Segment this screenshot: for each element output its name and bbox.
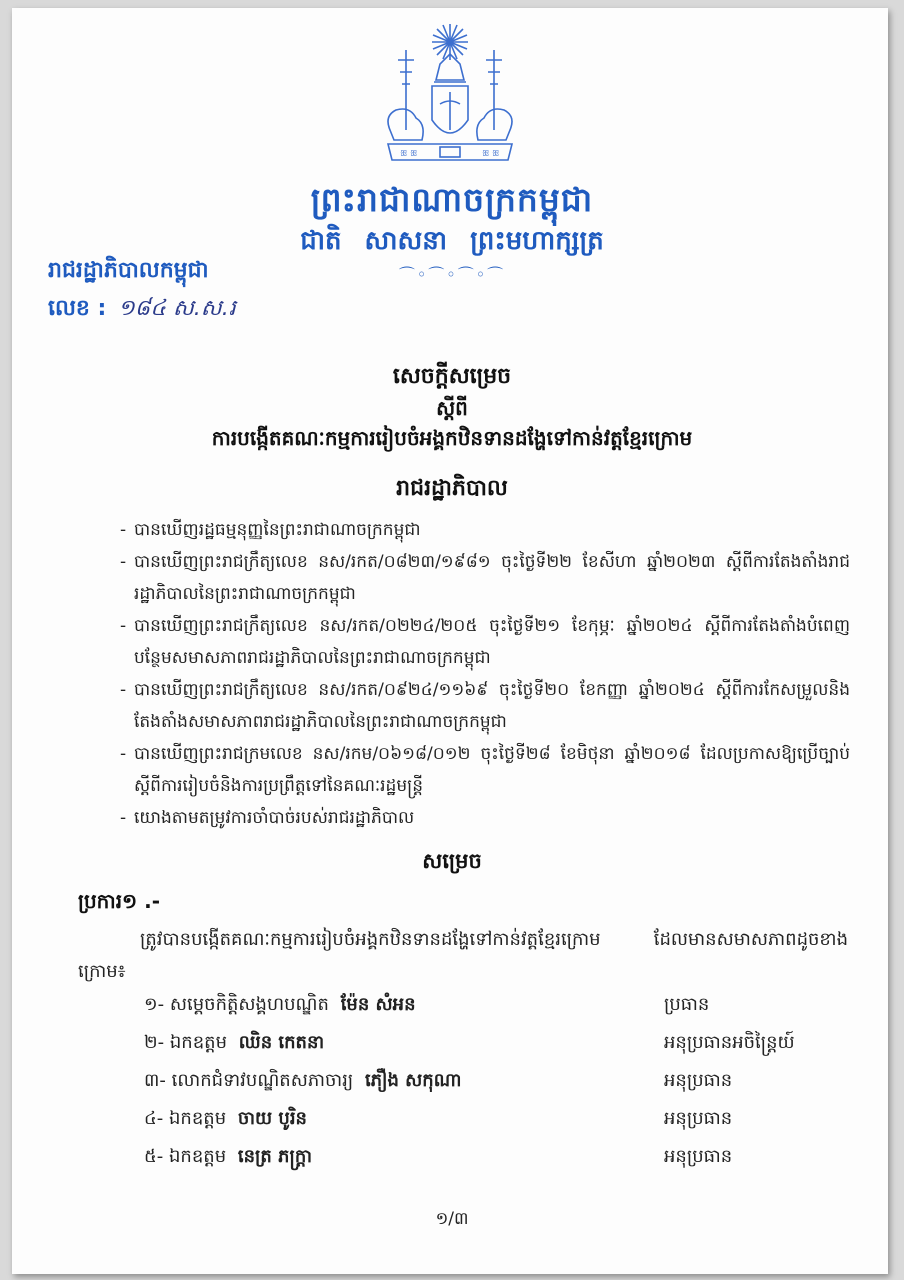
- members-list: [144, 988, 824, 1178]
- reference-item: - បានឃើញព្រះរាជក្រឹត្យលេខ នស/រកត/០៨២៣/១៩៨១ ចុះថ្ងៃទី២២ ខែសីហា ឆ្នាំ២០២៣ ស្តីពីការតែងតាំងរាជរដ្ឋាភិបាលនៃព្រះរាជាណាចក្រកម្ពុជា: [120, 546, 850, 610]
- member-role: អនុប្រធានអចិន្ត្រៃយ៍: [664, 1032, 795, 1053]
- royal-emblem-icon: [370, 20, 530, 180]
- member-row: [144, 1026, 824, 1064]
- member-role: អនុប្រធាន: [664, 1146, 733, 1167]
- member-row: [144, 1102, 824, 1140]
- member-number: ២-: [144, 1032, 165, 1053]
- decision-issuer: រាជរដ្ឋាភិបាល: [396, 476, 508, 501]
- member-name: ឈិន កេតនា: [238, 1032, 325, 1053]
- document-number-label: លេខ :: [48, 296, 107, 321]
- member-role: អនុប្រធាន: [664, 1108, 733, 1129]
- national-motto: ជាតិ សាសនា ព្រះមហាក្សត្រ: [300, 226, 604, 256]
- member-number: ១-: [144, 994, 165, 1015]
- member-row: [144, 1064, 824, 1102]
- member-name: នេត្រ ភក្ត្រា: [237, 1146, 312, 1167]
- reference-item: - បានឃើញរដ្ឋធម្មនុញ្ញនៃព្រះរាជាណាចក្រកម្ពុជា: [120, 514, 850, 546]
- member-title: សម្តេចកិត្តិសង្គហបណ្ឌិត: [169, 994, 329, 1015]
- decision-on-label: ស្តីពី: [436, 396, 468, 420]
- member-number: ៥-: [144, 1146, 164, 1167]
- references-list: [120, 514, 850, 834]
- member-name: ចាយ បូរិន: [237, 1108, 307, 1129]
- reference-item: - បានឃើញព្រះរាជក្រឹត្យលេខ នស/រកត/០២២៤/២០៥ ចុះថ្ងៃទី២១ ខែកុម្ភៈ ឆ្នាំ២០២៤ ស្តីពីការតែងតាំងបំពេញបន្ថែមសមាសភាពរាជរដ្ឋាភិបាលនៃព្រះរាជាណាចក្រកម្ពុជា: [120, 610, 850, 674]
- member-title: ឯកឧត្តម: [169, 1032, 227, 1053]
- document-number: [48, 294, 236, 326]
- document-number-value: ១៨៤ ស.ស.រ: [118, 296, 236, 321]
- member-number: ៣-: [144, 1070, 166, 1091]
- issuing-authority: រាជរដ្ឋាភិបាលកម្ពុជា: [48, 258, 209, 283]
- article-label: ប្រការ១ .-: [78, 889, 161, 913]
- decision-subject: ការបង្កើតគណៈកម្មការរៀបចំអង្គកឋិនទានដង្ហែទៅកាន់វត្តខ្មែរក្រោម: [211, 426, 693, 450]
- member-row: [144, 1140, 824, 1178]
- member-row: [144, 988, 824, 1026]
- member-number: ៤-: [144, 1108, 164, 1129]
- ornament-divider: ⌒◦⌒◦⌒◦⌒: [398, 265, 506, 284]
- decision-title: សេចក្តីសម្រេច: [392, 364, 512, 389]
- page-number: ១/៣: [435, 1209, 469, 1229]
- reference-item: - បានឃើញព្រះរាជក្រឹត្យលេខ នស/រកត/០៩២៤/១១៦៩ ចុះថ្ងៃទី២០ ខែកញ្ញា ឆ្នាំ២០២៤ ស្តីពីការកែសម្រួលនិងតែងតាំងសមាសភាពរាជរដ្ឋាភិបាលនៃព្រះរាជាណាចក្រកម្ពុជា: [120, 674, 850, 738]
- svg-text:ꕥ ꕥ: ꕥ ꕥ: [482, 149, 500, 158]
- member-name: ម៉ែន សំអន: [340, 994, 416, 1015]
- kingdom-heading: ព្រះរាជាណាចក្រកម្ពុជា: [310, 180, 594, 219]
- member-title: ឯកឧត្តម: [168, 1146, 227, 1167]
- member-title: លោកជំទាវបណ្ឌិតសភាចារ្យ: [171, 1070, 354, 1091]
- member-title: ឯកឧត្តម: [168, 1108, 227, 1129]
- reference-item: - បានឃើញព្រះរាជក្រមលេខ នស/រកម/០៦១៨/០១២ ចុះថ្ងៃទី២៨ ខែមិថុនា ឆ្នាំ២០១៨ ដែលប្រកាសឱ្យប្រើច្បាប់ស្តីពីការរៀបចំនិងការប្រព្រឹត្តទៅនៃគណៈរដ្ឋមន្ត្រី: [120, 738, 850, 802]
- member-role: អនុប្រធាន: [664, 1070, 733, 1091]
- svg-text:ꕥ ꕥ: ꕥ ꕥ: [400, 149, 418, 158]
- article-intro: ត្រូវបានបង្កើតគណៈកម្មការរៀបចំអង្គកឋិនទានដង្ហែទៅកាន់វត្តខ្មែរក្រោម ដែលមានសមាសភាពដូចខាងក្រោម៖: [78, 929, 848, 982]
- decides-heading: សម្រេច: [422, 849, 482, 873]
- member-role: ប្រធាន: [664, 994, 710, 1015]
- reference-item: - យោងតាមតម្រូវការចាំបាច់របស់រាជរដ្ឋាភិបាល: [120, 802, 850, 834]
- member-name: ភឿង សកុណា: [364, 1070, 462, 1091]
